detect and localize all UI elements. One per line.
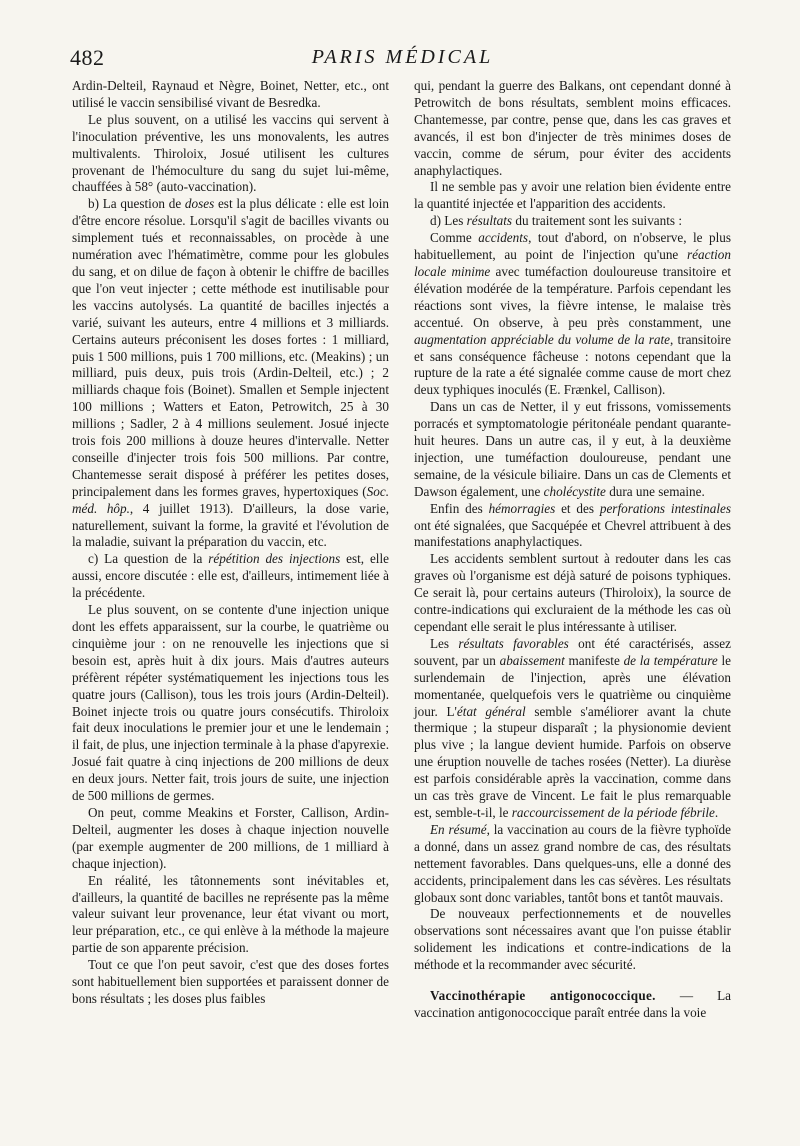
paragraph-favorable: Les résultats favorables ont été caractérisés, assez souvent, par un abaissement manifeste de la température le surlendemain de l'injection, après une élévation momentanée, quelquefois vers le quatrième ou cinquième jour. L'état général semble s'améliorer avant la chute thermique ; la stupeur disparaît ; la physionomie devient plus vive ; la langue devient humide. Parfois on observe une éruption nouvelle de taches rosées (Netter). La diurèse est parfois considérable après la vaccination, comme dans un cas très grave de Vincent. Le fait le plus remarquable est, semble-t-il, le raccourcissement de la période fébrile. bbox=[414, 635, 731, 820]
section-antigonococcique: Vaccinothérapie antigonococcique. — La vaccination antigonococcique paraît entrée dans la voie bbox=[414, 988, 732, 1020]
journal-title: PARIS MÉDICAL bbox=[311, 46, 494, 68]
right-column bbox=[414, 78, 731, 1022]
paragraph-repetition: c) La question de la répétition des injections est, elle aussi, encore discutée : elle est, d'ailleurs, intimement liée à la précédente. bbox=[72, 551, 389, 601]
paragraph: De nouveaux perfectionnements et de nouvelles observations sont nécessaires avant que l'on puisse établir solidement les indications et contre-indications de la méthode et la recommander avec sécurité. bbox=[414, 906, 731, 973]
paragraph: Il ne semble pas y avoir une relation bien évidente entre la quantité injectée et l'apparition des accidents. bbox=[414, 179, 731, 212]
paragraph: On peut, comme Meakins et Forster, Callison, Ardin-Delteil, augmenter les doses à chaque injection nouvelle (par exemple augmenter de 200 millions, de 1 milliard à chaque injection). bbox=[72, 804, 389, 871]
paragraph: Ardin-Delteil, Raynaud et Nègre, Boinet, Netter, etc., ont utilisé le vaccin sensibilisé vivant de Besredka. bbox=[72, 78, 389, 110]
paragraph: qui, pendant la guerre des Balkans, ont cependant donné à Petrowitch de bons résultats, semblent moins efficaces. Chantemesse, par contre, pense que, dans les cas graves et avancés, il est bon d'injecter de très minimes doses de vaccin, comme de sérum, pour éviter des accidents anaphylactiques. bbox=[414, 78, 731, 178]
paragraph: Les accidents semblent surtout à redouter dans les cas graves où l'organisme est déjà saturé de poisons typhiques. Ce serait là, pour certains auteurs (Thiroloix), la source de contre-indications qui excluraient de la méthode les cas où cependant elle serait le plus intéressante à utiliser. bbox=[414, 551, 731, 634]
paragraph: Le plus souvent, on a utilisé les vaccins qui servent à l'inoculation préventive, les uns monovalents, les autres multivalents. Thiroloix, Josué utilisent les cultures provenant de l'hémoculture du sang du sujet lui-même, chauffées à 58° (auto-vaccination). bbox=[72, 111, 389, 195]
paragraph: En réalité, les tâtonnements sont inévitables et, d'ailleurs, la quantité de bacilles ne représente pas la même valeur suivant leur provenance, leur état vivant ou mort, leur préparation, etc., ce qui enlève à la méthode la majeure partie de son apparente précision. bbox=[72, 872, 389, 956]
page-header bbox=[70, 45, 735, 75]
paragraph-accidents: Comme accidents, tout d'abord, on n'observe, le plus habituellement, au point de l'injection qu'une réaction locale minime avec tuméfaction douloureuse transitoire et élévation modérée de la température. Parfois cependant les réactions sont vives, la fièvre intense, le malaise très accentué. On observe, à peu près constamment, une augmentation appréciable du volume de la rate, transitoire et sans conséquence fâcheuse : notons cependant que la rupture de la rate a été signalée comme cause de mort chez deux typhiques inoculés (E. Frænkel, Callison). bbox=[414, 230, 732, 398]
paragraph: Le plus souvent, on se contente d'une injection unique dont les effets apparaissent, sur la courbe, le quatrième ou cinquième jour : on ne renouvelle les injections que si besoin est, après huit à dix jours. Mais d'autres auteurs préfèrent répéter systématiquement les injections tous les quatre jours (Callison), tous les trois jours (Ardin-Delteil). Boinet injecte trois ou quatre jours consécutifs. Thiroloix fait deux inoculations le premier jour et une le lendemain ; il fait, de plus, une injection terminale à la phase d'apyrexie. Josué fait quatre à cinq injections de 200 millions de deux en deux jours. Netter fait, trois jours de suite, une injection de 500 millions de germes. bbox=[72, 602, 389, 804]
paragraph-doses: b) La question de doses est la plus délicate : elle est loin d'être encore résolue. Lorsqu'il s'agit de bacilles vivants ou simplement tués et reconnaissables, on procède à une numération avec l'hématimètre, comme pour les globules du sang, et on dilue de façon à obtenir le chiffre de bacilles que l'on veut injecter ; cette méthode est inutilisable pour les vaccins autolysés. La quantité de bacilles injectés a varié, suivant les auteurs, entre 4 millions et 3 milliards. Certains auteurs préconisent les doses fortes : 1 milliard, puis 1 500 millions, puis 1 700 millions, etc. (Meakins) ; un milliard, puis deux, puis trois (Ardin-Delteil, etc.) ; 2 milliards chaque fois (Boinet). Smallen et Semple injectent 100 millions ; Watters et Eaton, Petrowitch, 25 à 30 millions ; Sadler, 2 à 4 millions seulement. Josué injecte trois fois 200 millions à douze heures d'intervalle. Netter conseille d'injecter trois fois 500 millions. Par contre, Chantemesse serait disposé à préférer les petites doses, principalement dans les formes graves, hypertoxiques (Soc. méd. hôp., 4 juillet 1913). D'ailleurs, la dose varie, naturellement, suivant la forme, la gravité et l'évolution de la maladie, suivant la préparation du vaccin, etc. bbox=[72, 196, 390, 550]
paragraph-hemorrhages: Enfin des hémorragies et des perforations intestinales ont été signalées, que Sacquépée et Chevrel attribuent à des manifestations anaphylactiques. bbox=[414, 500, 731, 550]
left-column bbox=[72, 78, 389, 1008]
page-number: 482 bbox=[70, 45, 105, 70]
section-title: Vaccinothérapie antigonococcique. bbox=[430, 988, 656, 1004]
paragraph: Tout ce que l'on peut savoir, c'est que des doses fortes sont habituellement bien supportées et paraissent donner de bons résultats ; les doses plus faibles bbox=[72, 957, 389, 1006]
paragraph-summary: En résumé, la vaccination au cours de la fièvre typhoïde a donné, dans un assez grand nombre de cas, des résultats nettement favorables. Dans quelques-uns, elle a donné des accidents, principalement dans les cas sévères. Les résultats globaux sont donc variables, tantôt bons et tantôt mauvais. bbox=[414, 821, 731, 905]
paragraph-results: d) Les résultats du traitement sont les suivants : bbox=[430, 213, 683, 229]
paragraph-netter: Dans un cas de Netter, il y eut frissons, vomissements porracés et symptomatologie péritonéale pendant quarante-huit heures. Dans un autre cas, il y eut, à la deuxième injection, une tuméfaction douloureuse, pendant une semaine, de la vésicule biliaire. Dans un cas de Clements et Dawson également, une cholécystite dura une semaine. bbox=[414, 399, 731, 499]
